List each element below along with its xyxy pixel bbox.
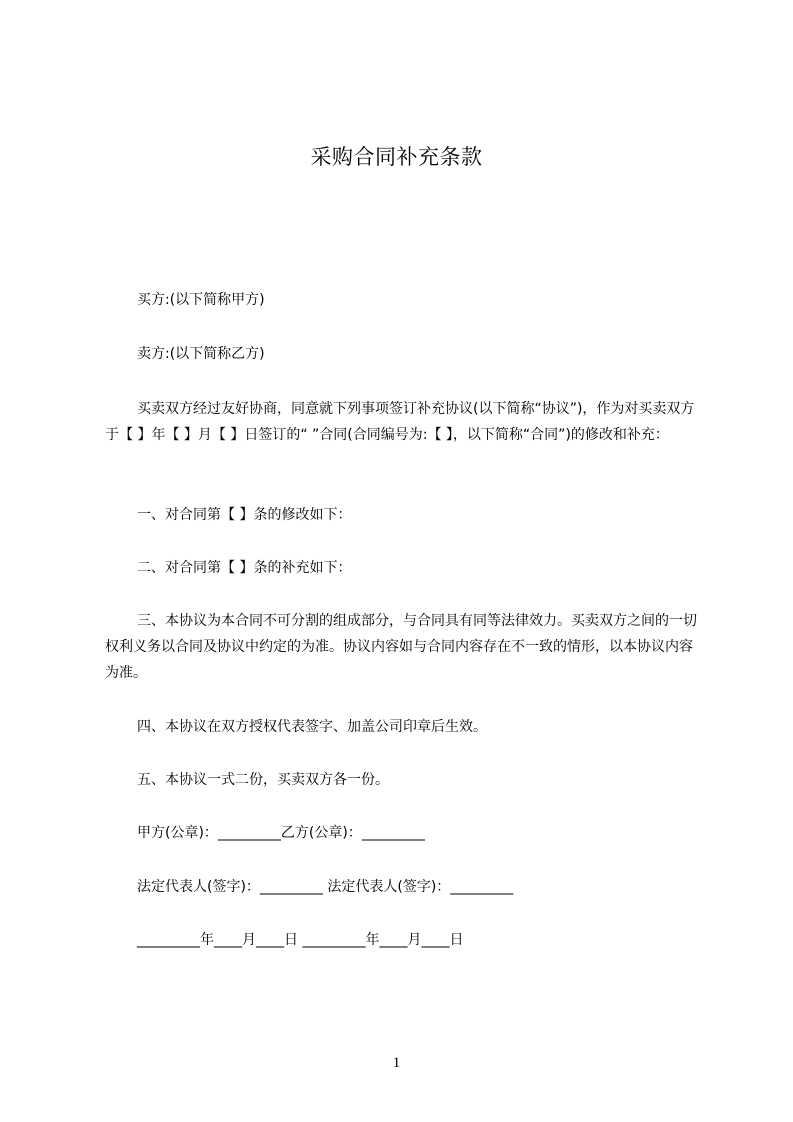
- clause-4: 四、本协议在双方授权代表签字、加盖公司印章后生效。: [137, 719, 487, 735]
- page-number: 1: [392, 1055, 401, 1071]
- clause-1: 一、对合同第【 】条的修改如下：: [137, 507, 352, 523]
- seal-signature-line: 甲方(公章)：_________乙方(公章)：_________: [137, 825, 425, 841]
- intro-paragraph: 买卖双方经过友好协商，同意就下列事项签订补充协议(以下简称“协议”)，作为对买卖双方于【 】年【 】月【 】日签订的“ ”合同(合同编号为:【 】，以下简称“合同”)的修改和补充：: [105, 401, 695, 443]
- clause-2: 二、对合同第【 】条的补充如下：: [137, 560, 352, 576]
- date-line: _________年____月____日 _________年____月____日: [137, 932, 464, 948]
- buyer-line: 买方:(以下简称甲方): [137, 292, 265, 308]
- clause-3: 三、本协议为本合同不可分割的组成部分，与合同具有同等法律效力。买卖双方之间的一切权利义务以合同及协议中约定的为准。协议内容如与合同内容存在不一致的情形，以本协议内容为准。: [105, 613, 697, 681]
- representative-signature-line: 法定代表人(签字)：_________ 法定代表人(签字)：_________: [137, 879, 514, 895]
- document-title: 采购合同补充条款: [310, 145, 483, 169]
- seller-line: 卖方:(以下简称乙方): [137, 346, 265, 362]
- clause-5: 五、本协议一式二份，买卖双方各一份。: [137, 772, 389, 788]
